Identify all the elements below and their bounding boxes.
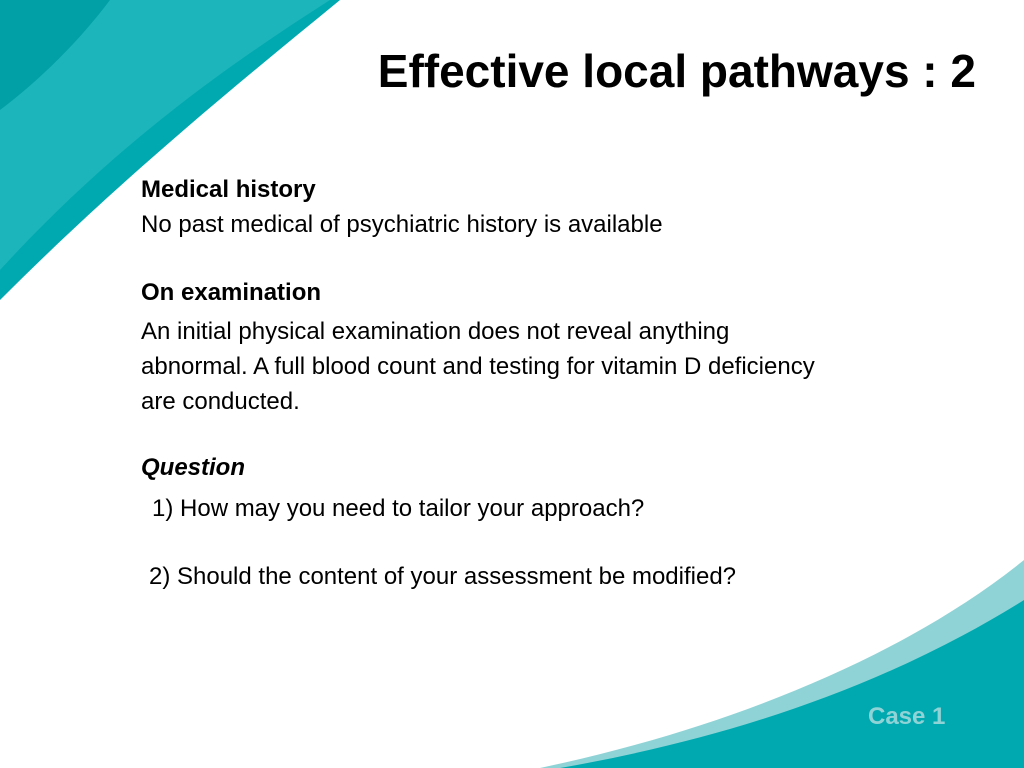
medical-history-heading: Medical history [141,176,316,203]
question-2: 2) Should the content of your assessment be modified? [149,563,737,590]
examination-text-line1: An initial physical examination does not reveal anything [141,318,730,345]
examination-heading: On examination [141,279,322,306]
case-label: Case 1 [868,703,946,730]
slide-body [141,172,971,594]
examination-text-line3: are conducted. [141,388,300,415]
question-heading: Question [141,454,246,481]
question-1: 1) How may you need to tailor your approach? [152,495,645,522]
medical-history-text: No past medical of psychiatric history is available [141,211,663,238]
examination-text-line2: abnormal. A full blood count and testing for vitamin D deficiency [141,353,815,380]
slide-title: Effective local pathways : 2 [377,45,976,97]
